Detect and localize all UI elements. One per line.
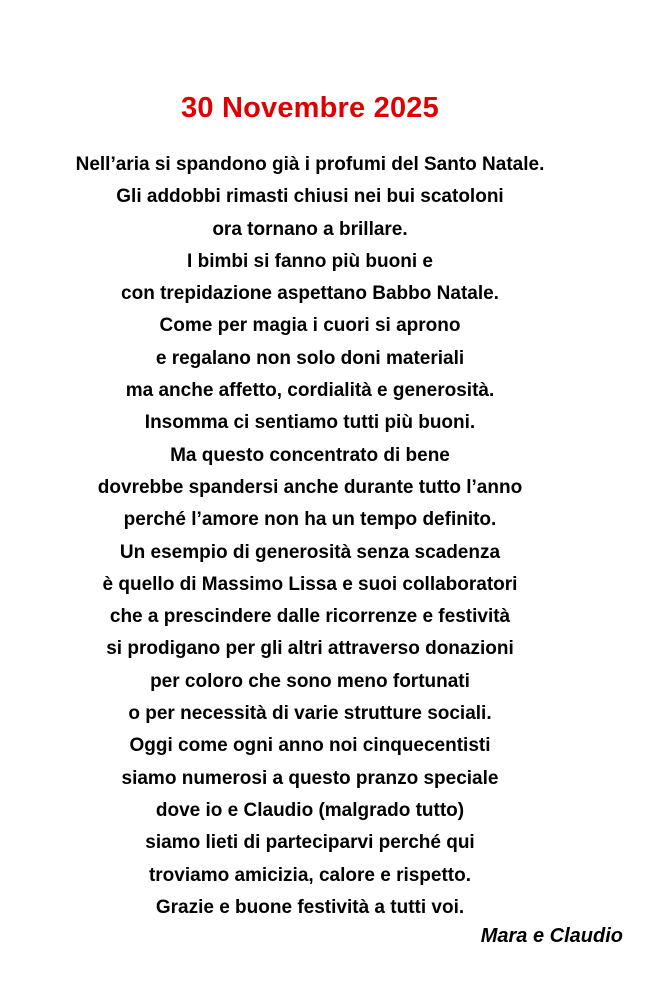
poem-line: è quello di Massimo Lissa e suoi collaboratori [102, 573, 518, 595]
poem-line: perché l’amore non ha un tempo definito. [123, 509, 497, 531]
poem-line: siamo numerosi a questo pranzo speciale [121, 767, 499, 789]
signature: Mara e Claudio [480, 925, 623, 947]
poem-line: o per necessità di varie strutture sociali. [128, 703, 492, 725]
poem-line: Un esempio di generosità senza scadenza [119, 541, 501, 563]
poem-line: per coloro che sono meno fortunati [150, 670, 470, 692]
poem-line: Come per magia i cuori si aprono [159, 315, 461, 337]
poem-line: dovrebbe spandersi anche durante tutto l’anno [97, 476, 523, 498]
poem-line: si prodigano per gli altri attraverso donazioni [106, 638, 514, 660]
poem-line: Oggi come ogni anno noi cinquecentisti [129, 735, 491, 757]
poem-line: dove io e Claudio (malgrado tutto) [155, 799, 465, 821]
poem-line: Gli addobbi rimasti chiusi nei bui scatoloni [116, 186, 504, 208]
poem-line: e regalano non solo doni materiali [155, 347, 465, 369]
poem-line: che a prescindere dalle ricorrenze e festività [109, 606, 511, 628]
poem-line: ora tornano a brillare. [212, 218, 408, 240]
poem-line: I bimbi si fanno più buoni e [187, 250, 433, 272]
poem-line: Nell’aria si spandono già i profumi del Santo Natale. [75, 154, 545, 175]
poem-line: siamo lieti di parteciparvi perché qui [145, 832, 475, 854]
poem-line: Ma questo concentrato di bene [170, 444, 450, 466]
poem-line: troviamo amicizia, calore e rispetto. [148, 864, 472, 886]
poem-line: ma anche affetto, cordialità e generosità. [125, 380, 495, 402]
poem-line: Grazie e buone festività a tutti voi. [155, 896, 465, 918]
poem-line: con trepidazione aspettano Babbo Natale. [121, 283, 499, 305]
document-title: 30 Novembre 2025 [181, 92, 439, 124]
poem-body [0, 149, 620, 924]
poem-line: Insomma ci sentiamo tutti più buoni. [144, 412, 476, 434]
